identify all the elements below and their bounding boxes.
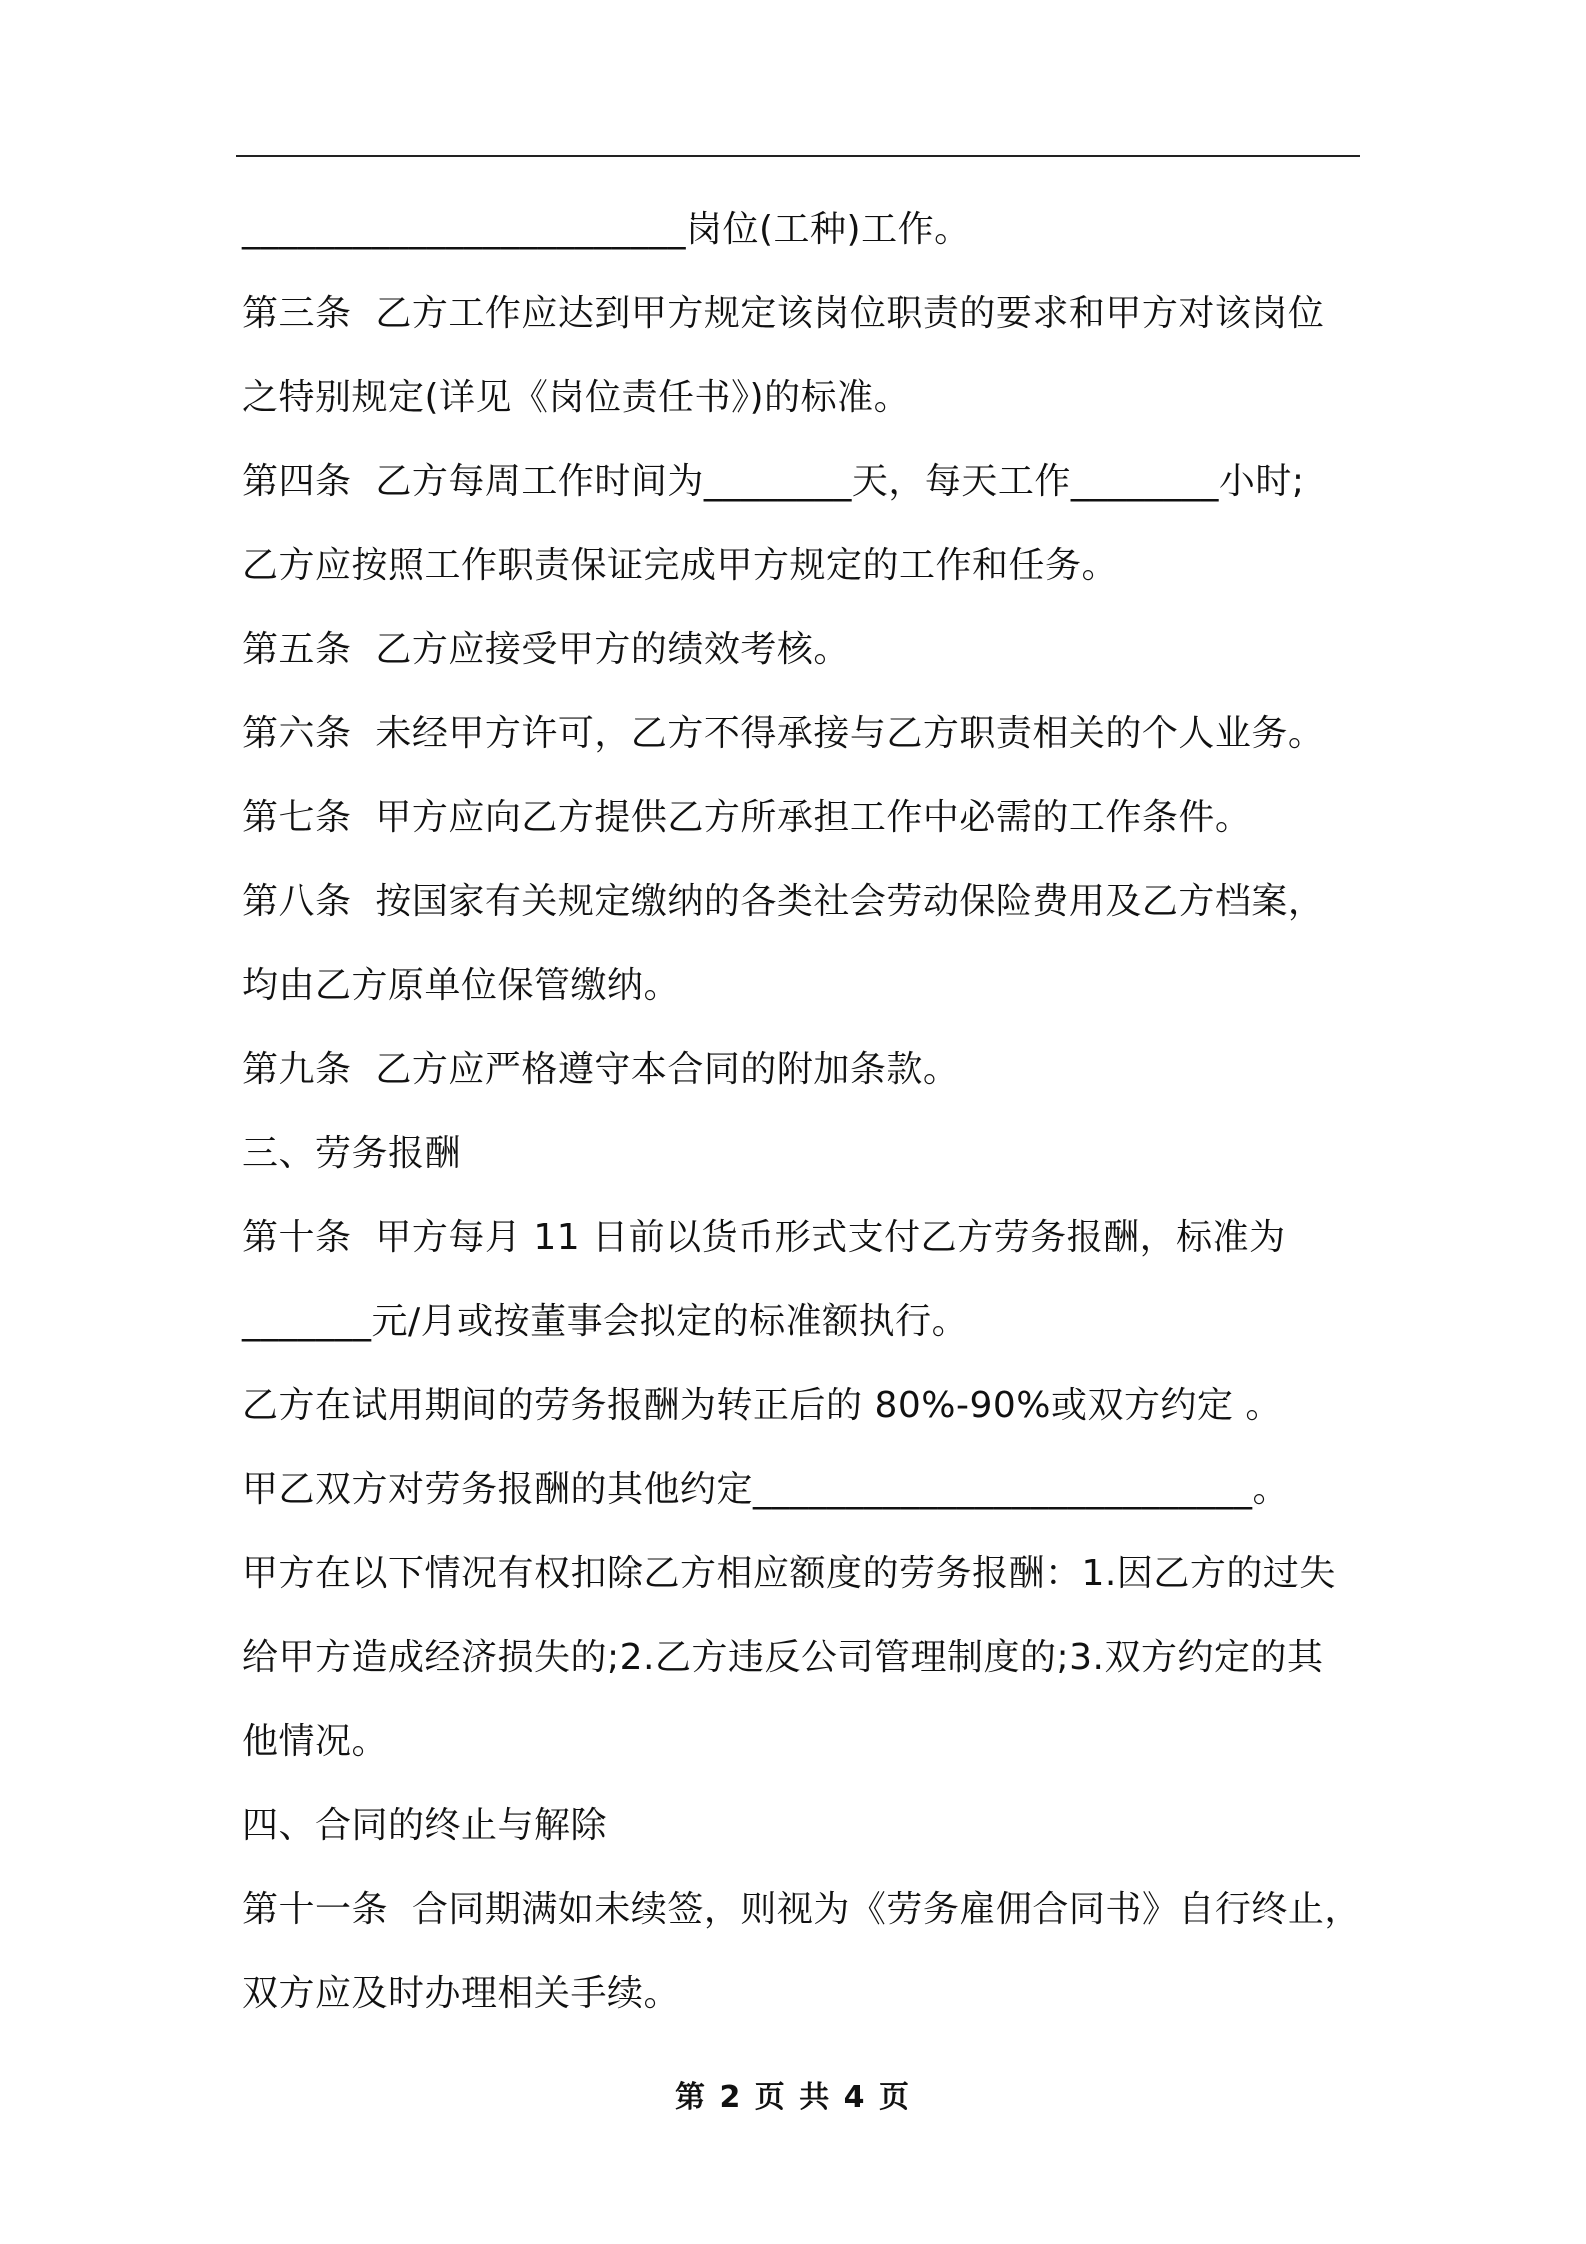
text-line: 甲方在以下情况有权扣除乙方相应额度的劳务报酬：1.因乙方的过失 — [242, 1553, 1336, 1594]
section-heading: 三、劳务报酬 — [242, 1133, 462, 1174]
text-line: 他情况。 — [242, 1721, 389, 1762]
text-line: 第十一条 合同期满如未续签，则视为《劳务雇佣合同书》自行终止， — [242, 1889, 1361, 1930]
text-line: 乙方在试用期间的劳务报酬为转正后的 80%-90%或双方约定 。 — [242, 1385, 1282, 1426]
text-line: 之特别规定(详见《岗位责任书》)的标准。 — [242, 377, 911, 418]
header-rule — [236, 155, 1360, 157]
text-line: 第八条 按国家有关规定缴纳的各类社会劳动保险费用及乙方档案， — [242, 881, 1325, 922]
text-line: 甲乙双方对劳务报酬的其他约定___________________________。 — [242, 1469, 1290, 1510]
text-line: 乙方应按照工作职责保证完成甲方规定的工作和任务。 — [242, 545, 1119, 586]
text-line: 第五条 乙方应接受甲方的绩效考核。 — [242, 629, 850, 670]
text-line: _______元/月或按董事会拟定的标准额执行。 — [242, 1301, 969, 1342]
text-line: 给甲方造成经济损失的;2.乙方违反公司管理制度的;3.双方约定的其 — [242, 1637, 1324, 1678]
text-line: 第六条 未经甲方许可，乙方不得承接与乙方职责相关的个人业务。 — [242, 713, 1325, 754]
text-line: 双方应及时办理相关手续。 — [242, 1973, 681, 2014]
text-line: 第七条 甲方应向乙方提供乙方所承担工作中必需的工作条件。 — [242, 797, 1252, 838]
text-line: 第三条 乙方工作应达到甲方规定该岗位职责的要求和甲方对该岗位 — [242, 293, 1325, 334]
text-line: 第九条 乙方应严格遵守本合同的附加条款。 — [242, 1049, 960, 1090]
text-line: 均由乙方原单位保管缴纳。 — [242, 965, 681, 1006]
text-line: 第十条 甲方每月 11 日前以货币形式支付乙方劳务报酬，标准为 — [242, 1217, 1286, 1258]
section-heading: 四、合同的终止与解除 — [242, 1805, 608, 1846]
text-line: ________________________岗位(工种)工作。 — [242, 209, 971, 250]
text-line: 第四条 乙方每周工作时间为________天，每天工作________小时; — [242, 461, 1305, 502]
page-number: 第 2 页 共 4 页 — [675, 2080, 911, 2115]
